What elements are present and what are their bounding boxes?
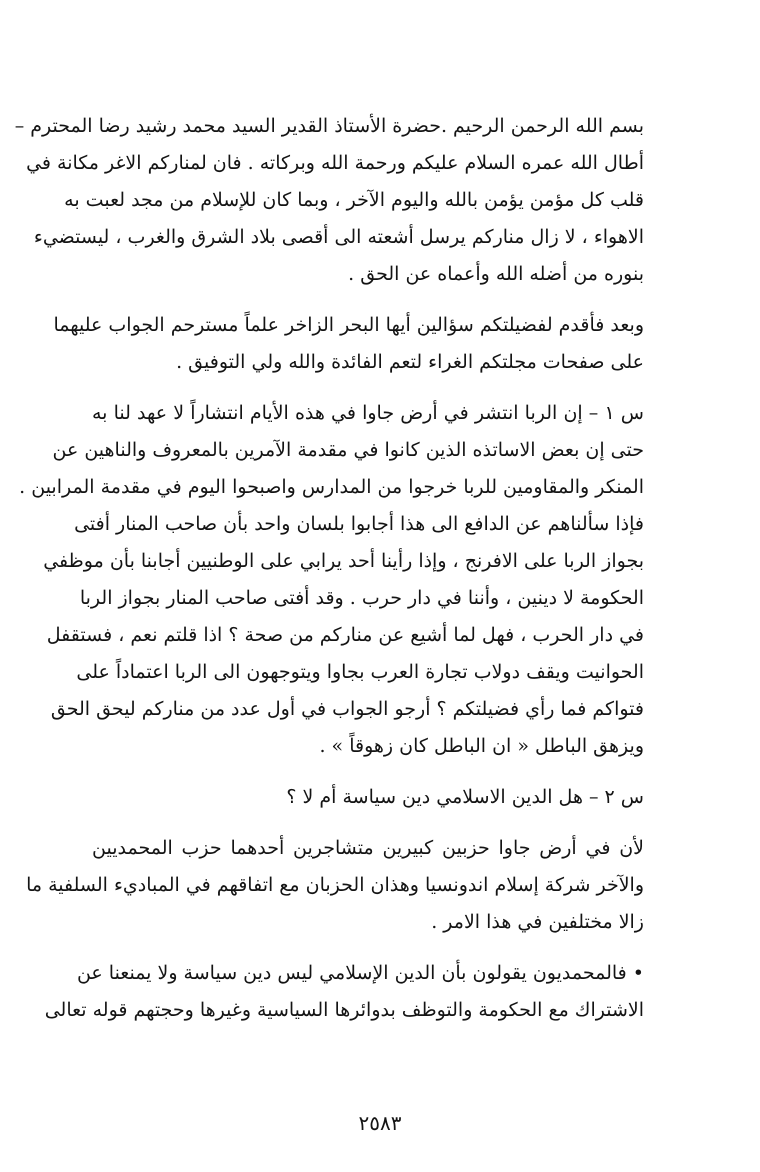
text-line: على صفحات مجلتكم الغراء لتعم الفائدة والله ولي التوفيق . xyxy=(176,351,644,373)
text-line: الاهواء ، لا زال مناركم يرسل أشعته الى أقصى بلاد الشرق والغرب ، ليستضيء xyxy=(33,226,644,248)
paragraph-parties xyxy=(0,830,760,941)
text-line: المنكر والمقاومين للربا خرجوا من المدارس واصبحوا اليوم في مقدمة المرابين . xyxy=(19,476,644,498)
text-line: زالا مختلفين في هذا الامر . xyxy=(431,911,644,933)
text-line: س ١ – إن الربا انتشر في أرض جاوا في هذه الأيام انتشاراً لا عهد لنا به xyxy=(92,402,644,424)
text-line: في دار الحرب ، فهل لما أشيع عن مناركم من صحة ؟ اذا قلتم نعم ، فستقفل xyxy=(46,624,644,646)
text-line: ويزهق الباطل « ان الباطل كان زهوقاً » . xyxy=(319,735,644,757)
text-line: الحكومة لا دينين ، وأننا في دار حرب . وقد أفتى صاحب المنار بجواز الربا xyxy=(79,587,644,609)
text-line: • فالمحمديون يقولون بأن الدين الإسلامي ليس دين سياسة ولا يمنعنا عن xyxy=(76,962,644,984)
text-line: بسم الله الرحمن الرحيم .حضرة الأستاذ القدير السيد محمد رشيد رضا المحترم – xyxy=(14,115,644,137)
text-line: والآخر شركة إسلام اندونسيا وهذان الحزبان مع اتفاقهم في المباديء السلفية ما xyxy=(26,874,644,896)
text-line: وبعد فأقدم لفضيلتكم سؤالين أيها البحر الزاخر علماً مسترحم الجواب عليهما xyxy=(53,314,644,336)
page-number: ٢٥٨٣ xyxy=(358,1111,402,1135)
text-line: س ٢ – هل الدين الاسلامي دين سياسة أم لا ؟ xyxy=(286,786,644,808)
paragraph-question-1 xyxy=(0,395,760,765)
paragraph-request xyxy=(0,307,760,381)
paragraph-muhammadiyah xyxy=(0,955,760,1029)
text-line: فإذا سألناهم عن الدافع الى هذا أجابوا بلسان واحد بأن صاحب المنار أفتى xyxy=(74,513,644,535)
text-line: الحوانيت ويقف دولاب تجارة العرب بجاوا ويتوجهون الى الربا اعتماداً على xyxy=(76,661,644,683)
text-line: حتى إن بعض الاساتذه الذين كانوا في مقدمة الآمرين بالمعروف والناهين عن xyxy=(52,439,644,461)
text-line: بجواز الربا على الافرنج ، وإذا رأينا أحد يرابي على الوطنيين أجابنا بأن موظفي xyxy=(43,550,644,572)
text-line: بنوره من أضله الله وأعماه عن الحق . xyxy=(348,263,644,285)
paragraph-question-2 xyxy=(0,779,760,816)
paragraph-greeting xyxy=(0,108,760,293)
text-line: الاشتراك مع الحكومة والتوظف بدوائرها السياسية وغيرها وحجتهم قوله تعالى xyxy=(44,999,644,1021)
text-line: أطال الله عمره السلام عليكم ورحمة الله وبركاته . فان لمناركم الاغر مكانة في xyxy=(26,152,644,174)
text-line: قلب كل مؤمن يؤمن بالله واليوم الآخر ، وبما كان للإسلام من مجد لعبت به xyxy=(64,189,644,211)
document-page xyxy=(0,108,760,1172)
text-line: لأن في أرض جاوا حزبين كبيرين متشاجرين أحدهما حزب المحمديين xyxy=(92,837,644,859)
text-line: فتواكم فما رأي فضيلتكم ؟ أرجو الجواب في أول عدد من مناركم ليحق الحق xyxy=(50,698,644,720)
